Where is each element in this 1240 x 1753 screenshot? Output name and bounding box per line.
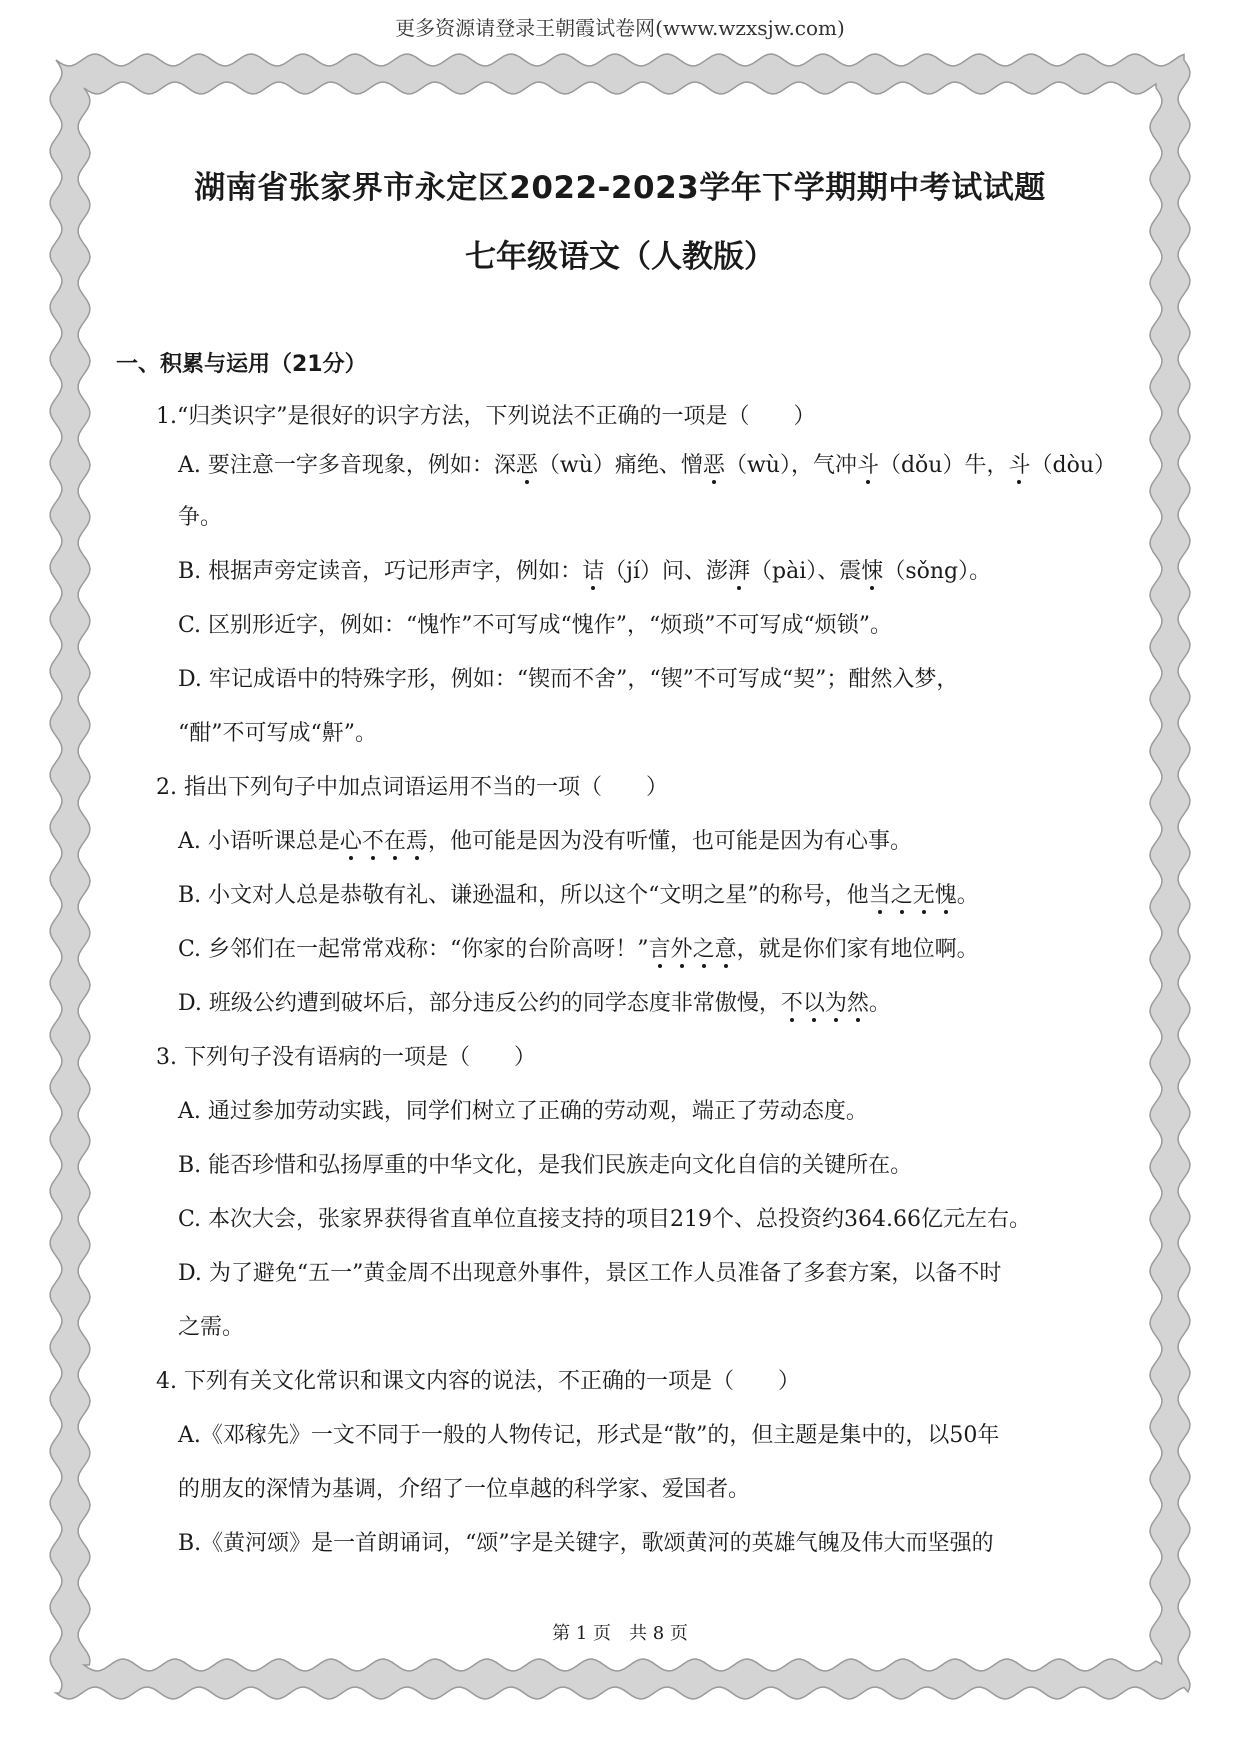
text-segment: 的朋友的深情为基调，介绍了一位卓越的科学家、爱国者。 — [178, 1477, 751, 1502]
emphasis-dotted-char: 为 — [824, 991, 847, 1016]
emphasis-dotted-char: 恶 — [515, 453, 538, 478]
text-segment: B. 能否珍惜和弘扬厚重的中华文化，是我们民族走向文化自信的关键所在。 — [178, 1153, 913, 1178]
emphasis-dotted-char: 无 — [912, 883, 935, 908]
question-option-line — [178, 1205, 1031, 1235]
emphasis-dotted-char: 不 — [361, 829, 384, 854]
text-segment: B.《黄河颂》是一首朗诵词，“颂”字是关键字，歌颂黄河的英雄气魄及伟大而坚强的 — [178, 1531, 994, 1556]
text-segment: D. 班级公约遭到破坏后，部分违反公约的同学态度非常傲慢， — [178, 991, 781, 1016]
question-stem — [156, 1043, 536, 1073]
emphasis-dotted-char: 斗 — [1008, 453, 1031, 478]
text-segment: C. 本次大会，张家界获得省直单位直接支持的项目219个、总投资约364.66亿元左右。 — [178, 1207, 1032, 1232]
question-option-line — [178, 451, 1116, 481]
emphasis-dotted-char: 不 — [780, 991, 803, 1016]
text-segment: A. 要注意一字多音现象，例如：深 — [178, 453, 516, 478]
text-segment: （pài）、震 — [750, 559, 862, 584]
emphasis-dotted-char: 当 — [868, 883, 891, 908]
question-option-line — [178, 665, 958, 695]
question-option-line — [178, 1313, 244, 1343]
text-segment: （sǒng）。 — [883, 559, 992, 584]
question-option-line — [178, 881, 979, 911]
text-segment: B. 根据声旁定读音，巧记形声字，例如： — [178, 559, 583, 584]
text-segment: 之需。 — [178, 1315, 245, 1340]
question-stem — [156, 773, 668, 803]
text-segment: C. 乡邻们在一起常常戏称：“你家的台阶高呀！” — [178, 937, 649, 962]
emphasis-dotted-char: 之 — [692, 937, 715, 962]
emphasis-dotted-char: 诘 — [582, 559, 605, 584]
text-segment: A. 通过参加劳动实践，同学们树立了正确的劳动观，端正了劳动态度。 — [178, 1099, 868, 1124]
text-segment: 。 — [868, 991, 891, 1016]
emphasis-dotted-char: 意 — [714, 937, 737, 962]
frame-outer-wave — [50, 54, 1190, 1699]
question-option-line — [178, 1097, 868, 1127]
emphasis-dotted-char: 恶 — [702, 453, 725, 478]
emphasis-dotted-char: 心 — [339, 829, 362, 854]
text-segment: 3. 下列句子没有语病的一项是（ ） — [156, 1045, 536, 1070]
question-option-line — [178, 989, 891, 1019]
text-segment: A. 小语听课总是 — [178, 829, 340, 854]
text-segment: D. 牢记成语中的特殊字形，例如：“锲而不舍”，“锲”不可写成“契”；酣然入梦， — [178, 667, 959, 692]
emphasis-dotted-char: 湃 — [728, 559, 751, 584]
emphasis-dotted-char: 焉 — [405, 829, 428, 854]
text-segment: A.《邓稼先》一文不同于一般的人物传记，形式是“散”的，但主题是集中的，以50年 — [178, 1423, 1000, 1448]
text-segment: （jí）问、澎 — [604, 559, 729, 584]
text-segment: 1.“归类识字”是很好的识字方法，下列说法不正确的一项是（ ） — [156, 404, 816, 429]
text-segment: 4. 下列有关文化常识和课文内容的说法，不正确的一项是（ ） — [156, 1369, 800, 1394]
question-option-line — [178, 1421, 999, 1451]
question-option-line — [178, 1475, 750, 1505]
emphasis-dotted-char: 言 — [648, 937, 671, 962]
question-option-line — [178, 719, 377, 749]
emphasis-dotted-char: 斗 — [856, 453, 879, 478]
question-option-line — [178, 827, 912, 857]
text-segment: 。 — [956, 883, 979, 908]
page-footer: 第 1 页 共 8 页 — [552, 1623, 688, 1644]
emphasis-dotted-char: 之 — [890, 883, 913, 908]
question-option-line — [178, 1259, 1001, 1289]
emphasis-dotted-char: 悚 — [861, 559, 884, 584]
text-segment: （dǒu）牛， — [878, 453, 1009, 478]
question-option-line — [178, 503, 222, 533]
question-option-line — [178, 611, 892, 641]
section-heading: 一、积累与运用（21分） — [116, 352, 367, 377]
text-segment: “酣”不可写成“鼾”。 — [178, 721, 377, 746]
question-stem — [156, 1367, 800, 1397]
emphasis-dotted-char: 以 — [802, 991, 825, 1016]
text-segment: C. 区别形近字，例如：“愧怍”不可写成“愧作”，“烦琐”不可写成“烦锁”。 — [178, 613, 893, 638]
question-stem — [156, 402, 816, 432]
document-subtitle: 七年级语文（人教版） — [465, 239, 775, 275]
site-banner: 更多资源请登录王朝霞试卷网(www.wzxsjw.com) — [395, 16, 845, 40]
document-title: 湖南省张家界市永定区2022-2023学年下学期期中考试试题 — [194, 170, 1046, 206]
question-option-line — [178, 1529, 994, 1559]
emphasis-dotted-char: 在 — [383, 829, 406, 854]
emphasis-dotted-char: 愧 — [934, 883, 957, 908]
text-segment: B. 小文对人总是恭敬有礼、谦逊温和，所以这个“文明之星”的称号，他 — [178, 883, 869, 908]
text-segment: 争。 — [178, 505, 223, 530]
question-option-line — [178, 1151, 912, 1181]
question-option-line — [178, 935, 979, 965]
text-segment: 2. 指出下列句子中加点词语运用不当的一项（ ） — [156, 775, 668, 800]
text-segment: （dòu） — [1030, 453, 1116, 478]
text-segment: D. 为了避免“五一”黄金周不出现意外事件，景区工作人员准备了多套方案，以备不时 — [178, 1261, 1002, 1286]
text-segment: （wù），气冲 — [724, 453, 857, 478]
text-segment: ，就是你们家有地位啊。 — [736, 937, 979, 962]
emphasis-dotted-char: 然 — [846, 991, 869, 1016]
text-segment: ，他可能是因为没有听懂，也可能是因为有心事。 — [427, 829, 912, 854]
text-segment: （wù）痛绝、憎 — [537, 453, 703, 478]
emphasis-dotted-char: 外 — [670, 937, 693, 962]
question-option-line — [178, 557, 991, 587]
